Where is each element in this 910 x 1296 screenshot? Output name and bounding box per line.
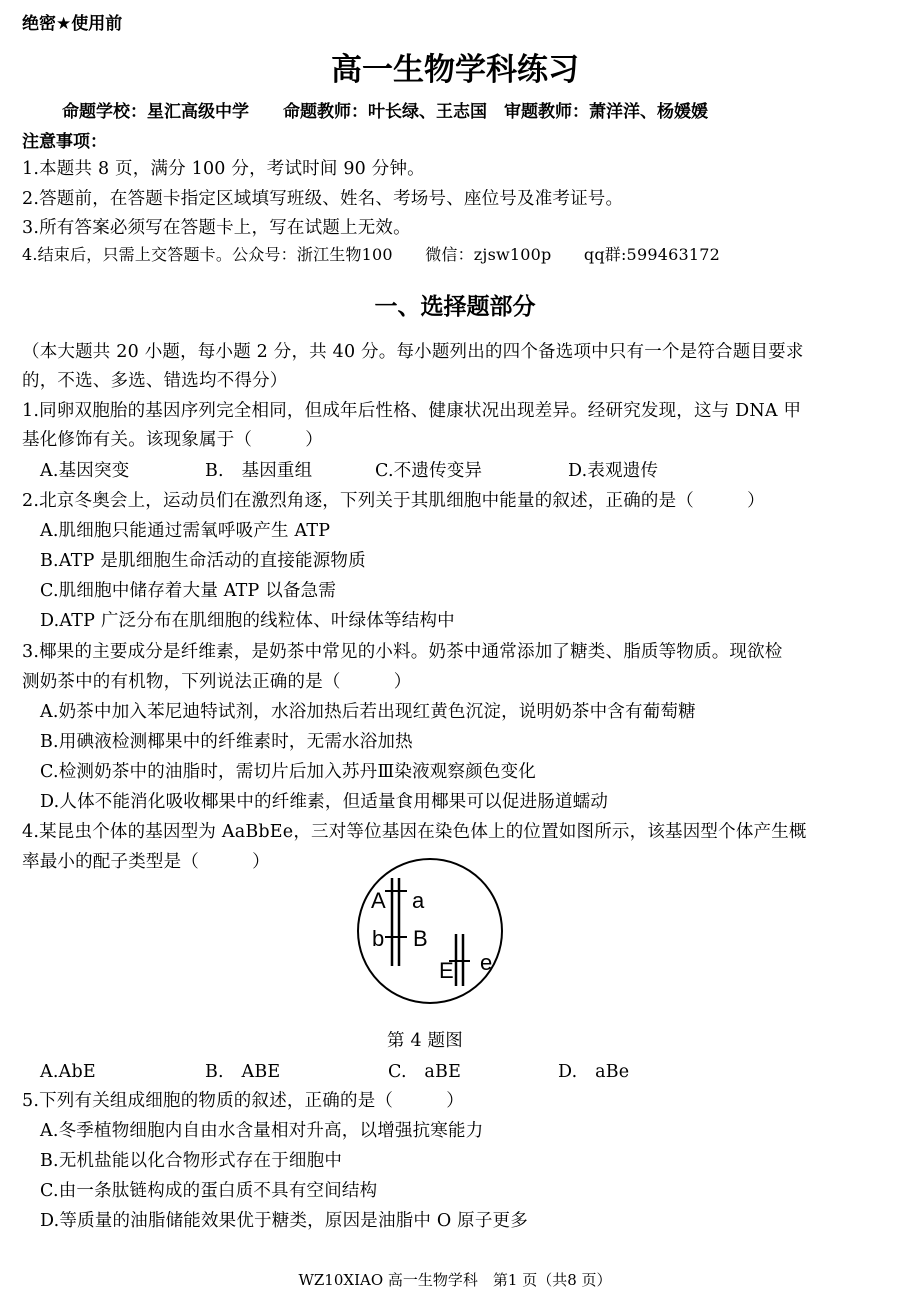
section-intro-line2: 的，不选、多选、错选均不得分）	[22, 371, 288, 391]
question-3-option-d: D.人体不能消化吸收椰果中的纤维素，但适量食用椰果可以促进肠道蠕动	[40, 792, 609, 812]
question-1-option-c: C.不遗传变异	[375, 461, 483, 481]
confidential-mark: 绝密★使用前	[22, 14, 123, 34]
question-2-option-c: C.肌细胞中储存着大量 ATP 以备急需	[40, 581, 337, 601]
figure-caption: 第 4 题图	[387, 1031, 463, 1051]
gene-label-A: A	[371, 888, 386, 913]
question-2-option-b: B.ATP 是肌细胞生命活动的直接能源物质	[40, 551, 366, 571]
gene-label-E: E	[439, 958, 454, 983]
question-1-option-a: A.基因突变	[40, 461, 130, 481]
question-3-stem-line2: 测奶茶中的有机物，下列说法正确的是（ ）	[22, 672, 412, 692]
section-title: 一、选择题部分	[374, 294, 536, 320]
section-intro-line1: （本大题共 20 小题，每小题 2 分，共 40 分。每小题列出的四个备选项中只有一个是符合题目要求	[22, 342, 804, 362]
page-title: 高一生物学科练习	[331, 52, 579, 88]
question-1-option-b: B. 基因重组	[205, 461, 313, 481]
notice-item-3: 3.所有答案必须写在答题卡上，写在试题上无效。	[22, 218, 411, 238]
question-4-stem-line2: 率最小的配子类型是（ ）	[22, 852, 270, 872]
gene-label-B: B	[413, 926, 428, 951]
question-5-option-d: D.等质量的油脂储能效果优于糖类，原因是油脂中 O 原子更多	[40, 1211, 528, 1231]
question-4-option-a: A.AbE	[40, 1062, 96, 1082]
gene-label-b: b	[372, 926, 385, 951]
notice-heading: 注意事项：	[22, 132, 107, 152]
notice-item-2: 2.答题前，在答题卡指定区域填写班级、姓名、考场号、座位号及准考证号。	[22, 189, 624, 209]
question-4-option-b: B. ABE	[205, 1062, 281, 1082]
question-2-option-a: A.肌细胞只能通过需氧呼吸产生 ATP	[40, 521, 331, 541]
question-5-stem: 5.下列有关组成细胞的物质的叙述，正确的是（ ）	[22, 1091, 464, 1111]
question-3-option-a: A.奶茶中加入苯尼迪特试剂，水浴加热后若出现红黄色沉淀，说明奶茶中含有葡萄糖	[40, 702, 696, 722]
question-3-stem-line1: 3.椰果的主要成分是纤维素，是奶茶中常见的小料。奶茶中通常添加了糖类、脂质等物质。现欲检	[22, 642, 783, 662]
question-1-stem-line2: 基化修饰有关。该现象属于（ ）	[22, 430, 323, 450]
notice-item-4: 4.结束后，只需上交答题卡。公众号：浙江生物100 微信：zjsw100p qq群:599463172	[22, 245, 720, 264]
gene-label-e: e	[480, 950, 493, 975]
gene-label-a: a	[412, 888, 425, 913]
question-4-option-d: D. aBe	[558, 1062, 630, 1082]
question-3-option-b: B.用碘液检测椰果中的纤维素时，无需水浴加热	[40, 732, 413, 752]
question-1-option-d: D.表观遗传	[568, 461, 659, 481]
question-2-stem: 2.北京冬奥会上，运动员们在激烈角逐，下列关于其肌细胞中能量的叙述，正确的是（ ）	[22, 491, 765, 511]
page-footer: WZ10XIAO 高一生物学科 第1 页（共8 页）	[298, 1271, 612, 1289]
question-4-stem-line1: 4.某昆虫个体的基因型为 AaBbEe，三对等位基因在染色体上的位置如图所示，该基因型个体产生概	[22, 822, 807, 842]
question-2-option-d: D.ATP 广泛分布在肌细胞的线粒体、叶绿体等结构中	[40, 611, 455, 631]
question-5-option-c: C.由一条肽链构成的蛋白质不具有空间结构	[40, 1181, 378, 1201]
chromosome-figure	[355, 856, 505, 1006]
question-5-option-a: A.冬季植物细胞内自由水含量相对升高，以增强抗寒能力	[40, 1121, 484, 1141]
question-4-option-c: C. aBE	[388, 1062, 462, 1082]
question-5-option-b: B.无机盐能以化合物形式存在于细胞中	[40, 1151, 343, 1171]
notice-item-1: 1.本题共 8 页，满分 100 分，考试时间 90 分钟。	[22, 159, 425, 179]
author-line: 命题学校：星汇高级中学 命题教师：叶长绿、王志国 审题教师：萧洋洋、杨媛媛	[62, 102, 708, 122]
question-3-option-c: C.检测奶茶中的油脂时，需切片后加入苏丹Ⅲ染液观察颜色变化	[40, 762, 537, 782]
question-1-stem-line1: 1.同卵双胞胎的基因序列完全相同，但成年后性格、健康状况出现差异。经研究发现，这与 DNA 甲	[22, 401, 802, 421]
